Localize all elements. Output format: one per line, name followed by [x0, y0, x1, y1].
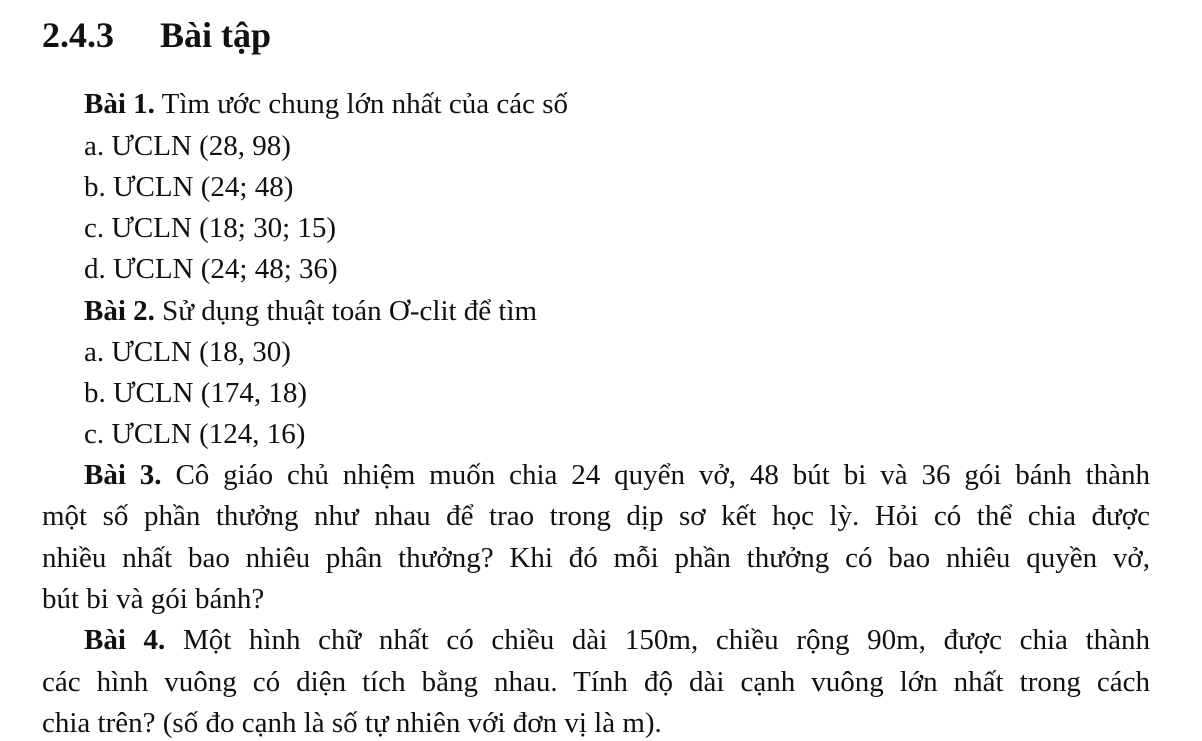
exercise-1-heading [84, 86, 568, 122]
exercise-1-item-c: c. ƯCLN (18; 30; 15) [84, 212, 337, 244]
exercise-1-prompt: Tìm ước chung lớn nhất của các số [161, 88, 568, 120]
exercise-1-label: Bài 1. [84, 88, 155, 120]
exercise-1-item-a: a. ƯCLN (28, 98) [84, 130, 291, 162]
exercise-3-line-4: bút bi và gói bánh? [42, 583, 265, 615]
exercise-3-text-1: Cô giáo chủ nhiệm muốn chia 24 quyển vở, 48 bút bi và 36 gói bánh thành [175, 459, 1151, 491]
exercise-3-line-1 [42, 457, 1150, 493]
section-heading [42, 14, 271, 56]
exercise-4-label: Bài 4. [84, 624, 166, 656]
exercise-2-label: Bài 2. [84, 295, 155, 327]
exercise-1-item-b: b. ƯCLN (24; 48) [84, 171, 294, 203]
section-number: 2.4.3 [42, 15, 114, 55]
exercise-4-text-1: Một hình chữ nhất có chiều dài 150m, chiều rộng 90m, được chia thành [182, 624, 1150, 656]
exercise-3-label: Bài 3. [84, 459, 162, 491]
exercise-2-heading [84, 293, 537, 329]
exercise-4-line-1 [42, 622, 1150, 658]
exercise-2-item-b: b. ƯCLN (174, 18) [84, 377, 308, 409]
exercise-3-line-3: nhiều nhất bao nhiêu phân thưởng? Khi đó mỗi phần thưởng có bao nhiêu quyền vở, [42, 542, 1150, 574]
exercise-4-line-2: các hình vuông có diện tích bằng nhau. Tính độ dài cạnh vuông lớn nhất trong cách [42, 666, 1150, 698]
section-title: Bài tập [160, 15, 272, 55]
exercise-3-line-2: một số phần thưởng như nhau để trao trong dịp sơ kết học lỳ. Hỏi có thể chia được [42, 500, 1150, 532]
exercise-2-item-c: c. ƯCLN (124, 16) [84, 418, 306, 450]
exercise-2-prompt: Sử dụng thuật toán Ơ-clit để tìm [162, 295, 538, 327]
exercise-4-line-3: chia trên? (số đo cạnh là số tự nhiên với đơn vị là m). [42, 707, 662, 739]
exercise-2-item-a: a. ƯCLN (18, 30) [84, 336, 291, 368]
exercise-1-item-d: d. ƯCLN (24; 48; 36) [84, 253, 338, 285]
